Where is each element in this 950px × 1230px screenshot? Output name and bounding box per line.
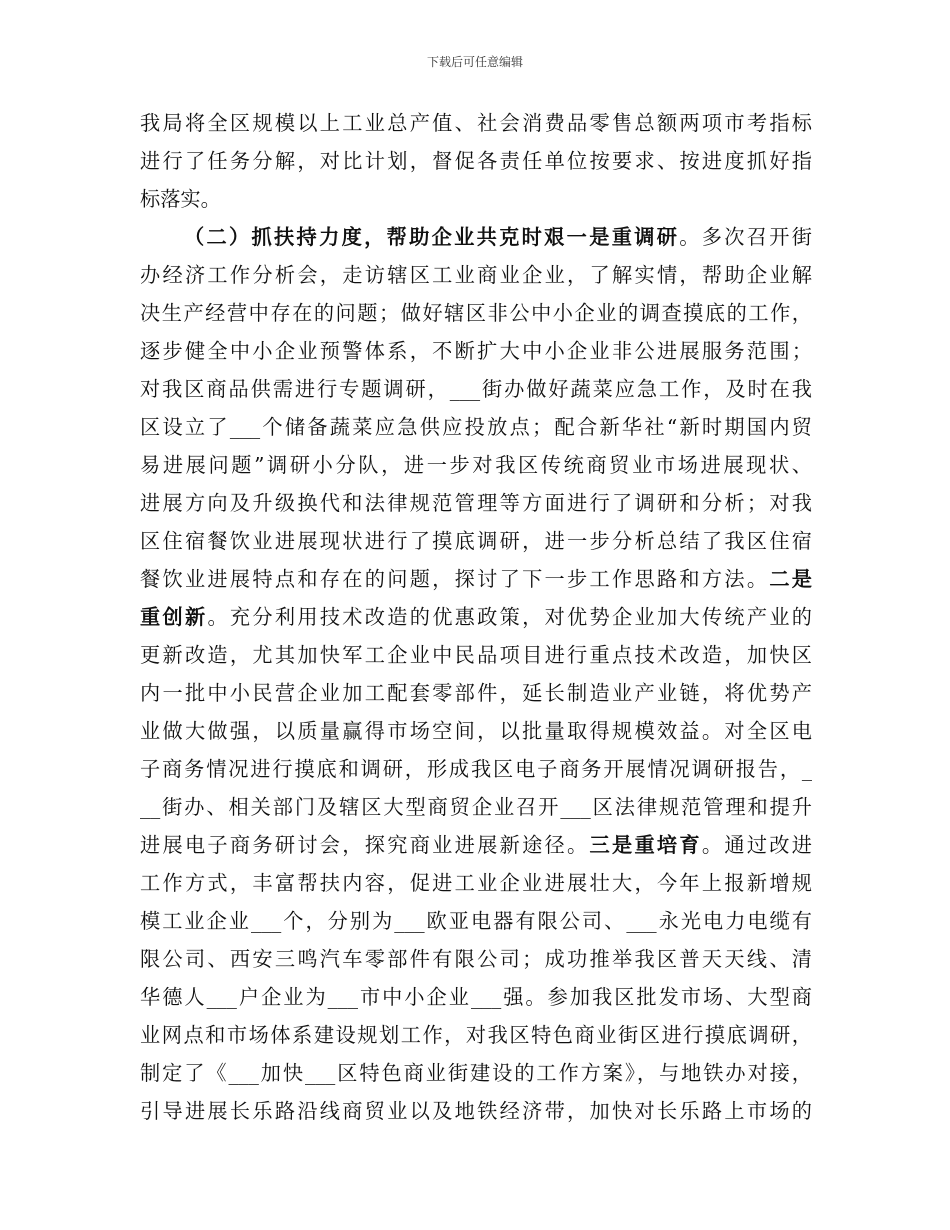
text-line — [140, 636, 812, 674]
text-line — [140, 104, 812, 142]
text-line — [140, 484, 812, 522]
text-line — [140, 218, 812, 256]
text-line — [140, 1092, 812, 1130]
text-line — [140, 370, 812, 408]
text-line — [140, 940, 812, 978]
text-segment: 子商务情况进行摸底和调研，形成我区电子商务开展情况调研报告，_ — [140, 757, 812, 781]
text-segment: 决生产经营中存在的问题；做好辖区非公中小企业的调查摸底的工作， — [140, 301, 812, 325]
text-line — [140, 522, 812, 560]
text-line — [140, 446, 812, 484]
text-line — [140, 788, 812, 826]
text-segment: 我局将全区规模以上工业总产值、社会消费品零售总额两项市考指标 — [140, 111, 812, 135]
bold-text-segment: 二是 — [769, 567, 812, 591]
text-line — [140, 712, 812, 750]
page-header: 下载后可任意编辑 — [426, 55, 523, 69]
text-segment: 办经济工作分析会，走访辖区工业商业企业，了解实情，帮助企业解 — [140, 263, 812, 287]
bold-text-segment: 三是重培育 — [589, 833, 702, 857]
text-segment: 业网点和市场体系建设规划工作，对我区特色商业街区进行摸底调研， — [140, 1023, 812, 1047]
text-segment: 进行了任务分解，对比计划，督促各责任单位按要求、按进度抓好指 — [140, 149, 812, 173]
text-segment: __街办、相关部门及辖区大型商贸企业召开___区法律规范管理和提升 — [140, 795, 812, 819]
text-segment: 限公司、西安三鸣汽车零部件有限公司；成功推举我区普天天线、清 — [140, 947, 812, 971]
text-segment: 对我区商品供需进行专题调研，___街办做好蔬菜应急工作，及时在我 — [140, 377, 812, 401]
text-line — [140, 408, 812, 446]
text-segment: 餐饮业进展特点和存在的问题，探讨了下一步工作思路和方法。 — [140, 567, 770, 591]
text-segment: 模工业企业___个，分别为___欧亚电器有限公司、___永光电力电缆有 — [140, 909, 812, 933]
text-line — [140, 826, 812, 864]
text-line — [140, 750, 812, 788]
text-segment: 区住宿餐饮业进展现状进行了摸底调研，进一步分析总结了我区住宿 — [140, 529, 812, 553]
text-segment: 。通过改进 — [701, 833, 812, 857]
text-line — [140, 142, 812, 180]
text-line — [140, 902, 812, 940]
text-line — [140, 256, 812, 294]
text-segment: 业做大做强，以质量赢得市场空间，以批量取得规模效益。对全区电 — [140, 719, 812, 743]
text-segment: 。充分利用技术改造的优惠政策，对优势企业加大传统产业的 — [207, 605, 812, 629]
text-segment: 区设立了___个储备蔬菜应急供应投放点；配合新华社“新时期国内贸 — [140, 415, 812, 439]
text-line — [140, 978, 812, 1016]
text-segment: 华德人___户企业为___市中小企业___强。参加我区批发市场、大型商 — [140, 985, 812, 1009]
text-line — [140, 674, 812, 712]
bold-text-segment: 重创新 — [140, 605, 208, 629]
text-segment: 逐步健全中小企业预警体系，不断扩大中小企业非公进展服务范围； — [140, 339, 812, 363]
text-line — [140, 1054, 812, 1092]
text-line — [140, 294, 812, 332]
text-line — [140, 180, 812, 218]
text-line — [140, 1016, 812, 1054]
text-segment: 更新改造，尤其加快军工企业中民品项目进行重点技术改造，加快区 — [140, 643, 812, 667]
text-line — [140, 332, 812, 370]
text-line — [140, 598, 812, 636]
text-segment: 引导进展长乐路沿线商贸业以及地铁经济带，加快对长乐路上市场的 — [140, 1099, 812, 1123]
text-segment: 。多次召开街 — [679, 225, 812, 249]
text-segment: 进展电子商务研讨会，探究商业进展新途径。 — [140, 833, 590, 857]
text-segment: 工作方式，丰富帮扶内容，促进工业企业进展壮大，今年上报新增规 — [140, 871, 812, 895]
text-line — [140, 864, 812, 902]
document-body — [140, 104, 812, 1130]
bold-text-segment: （二）抓扶持力度，帮助企业共克时艰一是重调研 — [184, 225, 680, 249]
text-segment: 标落实。 — [140, 187, 221, 211]
text-segment: 制定了《___加快___区特色商业街建设的工作方案》，与地铁办对接， — [140, 1061, 812, 1085]
text-segment: 进展方向及升级换代和法律规范管理等方面进行了调研和分析；对我 — [140, 491, 812, 515]
text-line — [140, 560, 812, 598]
text-segment: 易进展问题”调研小分队，进一步对我区传统商贸业市场进展现状、 — [140, 453, 812, 477]
text-segment: 内一批中小民营企业加工配套零部件，延长制造业产业链，将优势产 — [140, 681, 812, 705]
